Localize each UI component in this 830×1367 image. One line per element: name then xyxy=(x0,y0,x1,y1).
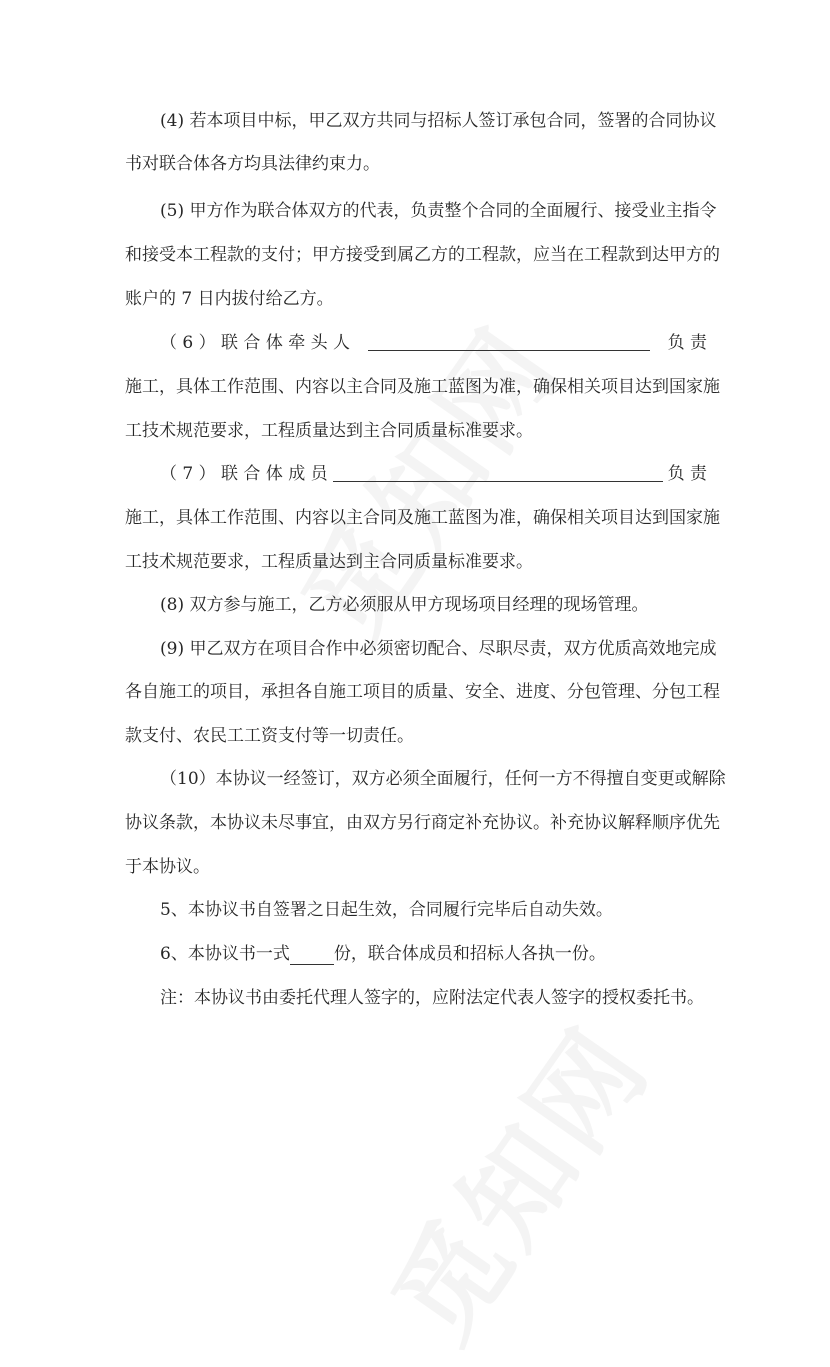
clause-6-line-1: 施工，具体工作范围、内容以主合同及施工蓝图为准，确保相关项目达到国家施 xyxy=(125,377,720,397)
clause-7-suffix: 负 责 xyxy=(667,464,707,484)
clause-9-line-1: (9) 甲乙双方在项目合作中必须密切配合、尽职尽责，双方优质高效地完成 xyxy=(160,639,717,659)
copies-count-blank-field[interactable] xyxy=(290,946,334,965)
clause-5-line-3: 账户的 7 日内拔付给乙方。 xyxy=(125,289,334,309)
section-6-suffix: 份，联合体成员和招标人各执一份。 xyxy=(333,944,606,964)
lead-party-blank-field[interactable] xyxy=(368,332,650,351)
clause-9-line-2: 各自施工的项目，承担各自施工项目的质量、安全、进度、分包管理、分包工程 xyxy=(125,682,720,702)
clause-4-line-1: (4) 若本项目中标，甲乙双方共同与招标人签订承包合同，签署的合同协议 xyxy=(160,111,717,131)
clause-10-line-2: 协议条款，本协议未尽事宜，由双方另行商定补充协议。补充协议解释顺序优先 xyxy=(125,813,720,833)
clause-6-suffix: 负 责 xyxy=(667,333,707,353)
clause-7-line-2: 工技术规范要求，工程质量达到主合同质量标准要求。 xyxy=(125,552,533,572)
clause-9-line-3: 款支付、农民工工资支付等一切责任。 xyxy=(125,726,414,746)
clause-8-line-1: (8) 双方参与施工，乙方必须服从甲方现场项目经理的现场管理。 xyxy=(160,595,649,615)
clause-7-header xyxy=(160,463,707,485)
clause-10-line-1: （10）本协议一经签订，双方必须全面履行，任何一方不得擅自变更或解除 xyxy=(160,769,726,789)
clause-5-line-1: (5) 甲方作为联合体双方的代表，负责整个合同的全面履行、接受业主指令 xyxy=(160,201,717,221)
clause-5-line-2: 和接受本工程款的支付；甲方接受到属乙方的工程款，应当在工程款到达甲方的 xyxy=(125,245,720,265)
member-party-blank-field[interactable] xyxy=(333,463,663,482)
clause-7-label: （ 7 ） 联 合 体 成 员 xyxy=(160,464,328,484)
clause-6-header xyxy=(160,332,707,354)
section-6-prefix: 6、本协议书一式 xyxy=(160,944,290,964)
watermark xyxy=(349,991,678,1367)
clause-4-line-2: 书对联合体各方均具法律约束力。 xyxy=(125,154,380,174)
clause-7-line-1: 施工，具体工作范围、内容以主合同及施工蓝图为准，确保相关项目达到国家施 xyxy=(125,508,720,528)
clause-6-label: （ 6 ） 联 合 体 牵 头 人 xyxy=(160,333,351,353)
clause-6-line-2: 工技术规范要求，工程质量达到主合同质量标准要求。 xyxy=(125,421,533,441)
note-line: 注：本协议书由委托代理人签字的，应附法定代表人签字的授权委托书。 xyxy=(160,988,704,1008)
section-5-line: 5、本协议书自签署之日起生效，合同履行完毕后自动失效。 xyxy=(160,900,613,920)
clause-10-line-3: 于本协议。 xyxy=(125,857,210,877)
section-6-line xyxy=(160,943,707,965)
